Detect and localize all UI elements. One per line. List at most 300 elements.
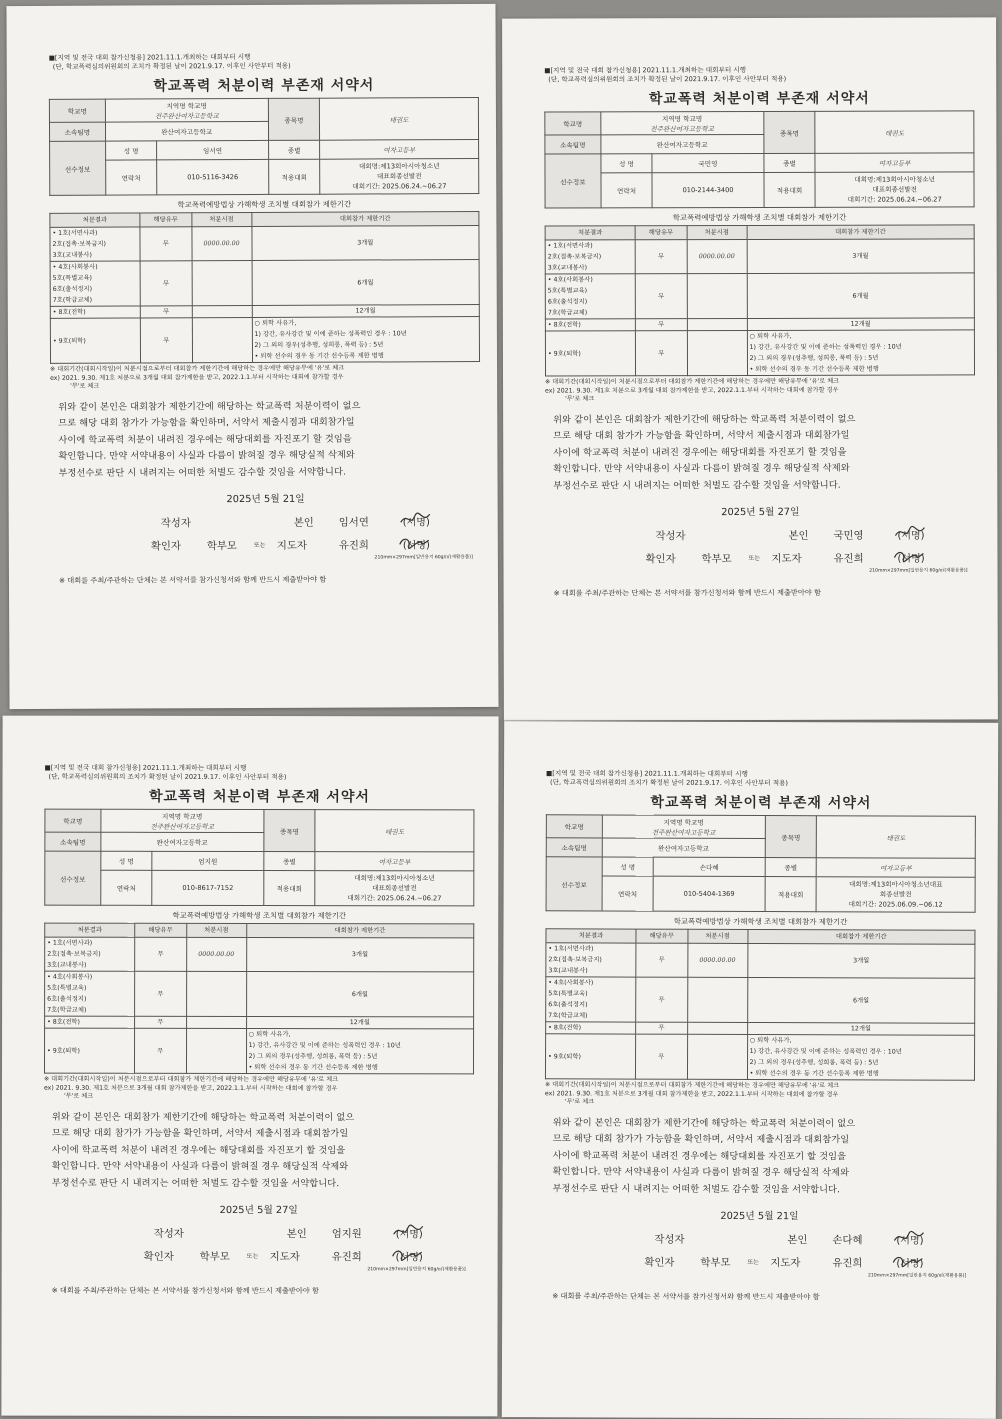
penalty-type-cell [44,1028,134,1073]
contact-label: 연락처 [101,870,153,905]
penalty-row [545,318,974,331]
competition-label: 적용대회 [765,877,817,912]
penalty-type-line: 2호(접촉·보복금지) [547,253,602,261]
penalty-type-line: • 4호(사회봉사) [548,979,594,987]
applicable-check-cell: 무 [635,319,687,331]
coach-label: 지도자 [771,552,802,565]
penalty-limit-cell [747,239,974,274]
penalty-type-line: 6호(출석정지) [52,285,93,293]
writer-label: 작성자 [160,517,191,530]
coach-label: 지도자 [276,539,307,552]
penalty-header-cell: 해당유무 [636,929,688,943]
signature-mark [893,524,927,542]
disposal-time-cell [186,1016,246,1028]
writer-sign-row [544,1230,974,1246]
applicable-check-cell: 무 [135,1028,187,1073]
sport-label: 종목명 [764,111,816,153]
category-label: 종별 [264,852,316,871]
or-label: 또는 [246,1252,259,1261]
penalty-type-line: 3호(교내봉사) [52,251,92,259]
team-label: 소속팀명 [45,832,101,851]
penalty-type-line: • 9호(퇴학) [548,1052,581,1060]
penalty-limit-line: 1) 강간, 유사강간 및 이에 준하는 성폭력인 경우 : 10년 [254,330,407,338]
sign-placeholder: (서명) [897,553,925,565]
penalty-type-line: 7호(학급교체) [547,309,588,317]
penalty-row [545,1034,974,1080]
pledge-line: 사이에 학교폭력 처분이 내려진 경우에는 해당대회를 자진포기 할 것임을 [58,433,352,446]
form-header-subnote: (단, 학교폭력심의위원회의 조치가 확정된 날이 2021.9.17. 이후인 사안부터 적용) [48,772,287,782]
student-info-table [49,97,479,196]
penalty-header-row [545,225,974,240]
penalty-limit-cell [747,330,975,376]
competition-line: 대표회종선발전 [372,884,417,893]
penalty-limit-line: • 퇴학 선수의 경우 동 기간 선수등록 제한 병행 [749,1069,879,1078]
disposal-time-cell: 0000.00.00 [191,227,251,261]
category-value: 여자고등부 [320,140,479,160]
pledge-line: 사이에 학교폭력 처분이 내려진 경우에는 해당대회를 자진포기 할 것임을 [552,1149,847,1162]
pledge-text [545,411,975,495]
name-label: 성 명 [101,851,153,870]
pledge-line: 므로 해당 대회 참가가 가능함을 확인하며, 서약서 제출시점과 대회참가일 [553,429,850,442]
school-prefix: 지역명 학교명 [162,812,203,821]
penalty-type-line: 3호(교내봉사) [547,264,588,272]
confirmer-sign-row [545,549,975,564]
penalty-type-line: 6호(출석정지) [547,298,588,306]
disposal-time-cell [687,1034,747,1079]
penalty-header-cell: 처분결과 [546,929,636,943]
school-prefix: 지역명 학교명 [661,115,703,124]
category-value: 여자고등부 [815,153,974,172]
note-line: ex) 2021. 9.30. 제1호 처분으로 3개월 대회 참가제한을 받고, 2022.1.1.부터 시작하는 대회에 참가할 경우 [50,373,344,382]
form-footer: ※ 대회를 주최/주관하는 단체는 본 서약서를 참가신청서와 함께 반드시 제출받아야 함 [58,574,327,585]
guardian-label: 학부모 [199,1250,230,1263]
school-name: 전주완산여자고등학교 [650,125,714,134]
penalty-table [545,928,976,1081]
penalty-limit-cell [747,273,975,319]
penalty-type-cell [50,306,140,318]
disposal-time-cell [186,971,246,1016]
penalty-type-line: 6호(출석정지) [548,1001,588,1009]
competition-value [816,877,975,913]
school-value-cell [101,809,264,832]
sport-value: 태권도 [815,111,974,153]
school-name: 전주완산여자고등학교 [150,822,215,831]
category-label: 종별 [765,858,817,877]
pledge-line: 사이에 학교폭력 처분이 내려진 경우에는 해당대회를 자진포기 할 것임을 [553,446,847,459]
penalty-limit-line: 2) 그 외의 경우(성추행, 성희롱, 폭력 등) : 5년 [254,341,384,349]
name-value: 엄지원 [152,851,264,870]
penalty-limit-line: 3개월 [351,951,369,959]
form-title: 학교폭력 처분이력 부존재 서약서 [153,77,375,95]
penalty-type-cell [545,1034,635,1079]
penalty-type-cell [545,319,635,331]
sign-placeholder: (서명) [402,517,430,529]
disposal-time-cell [687,319,747,331]
confirmer-sign-row [51,536,481,552]
penalty-type-cell [50,318,140,363]
team-label: 소속팀명 [545,135,601,154]
penalty-limit-line: ○ 퇴학 사유가, [749,1036,792,1045]
penalty-limit-cell [252,260,480,306]
form-footer: ※ 대회를 주최/주관하는 단체는 본 서약서를 참가신청서와 함께 반드시 제출받아야 함 [553,587,821,598]
sign-placeholder: (서명) [395,1229,423,1241]
penalty-limit-cell [246,1016,473,1028]
penalty-type-line: • 8호(전학) [52,308,86,316]
penalty-limit-line: 3개월 [852,252,869,260]
penalty-row [45,937,474,972]
table-note [50,364,480,391]
student-info-table [546,814,976,913]
sport-label: 종목명 [268,98,320,140]
form-footer: ※ 대회를 주최/주관하는 단체는 본 서약서를 참가신청서와 함께 반드시 제출받아야 함 [552,1291,820,1302]
competition-line: 회종선발전 [879,890,912,899]
self-label: 본인 [788,529,809,542]
note-line: ex) 2021. 9.30. 제1호 처분으로 3개월 대회 참가제한을 받고, 2022.1.1.부터 시작하는 대회에 참가할 경우 [544,1089,839,1098]
penalty-header-cell: 대회참가 제한기간 [748,929,975,944]
name-value: 손다혜 [653,857,765,876]
coach-name: 유진희 [338,539,369,552]
sport-value: 태권도 [320,98,479,141]
penalty-limit-cell [747,1022,974,1035]
penalty-limit-line: • 퇴학 선수의 경우 동 기간 선수등록 제한 병행 [254,352,384,360]
writer-sign-row [545,526,975,541]
penalty-row [546,977,975,1023]
confirmer-label: 확인자 [644,1256,675,1269]
pledge-line: 므로 해당 대회 참가가 가능함을 확인하며, 서약서 제출시점과 대회참가일 [51,1127,349,1140]
coach-name: 유진희 [833,552,864,565]
penalty-type-cell [45,1016,135,1028]
applicable-check-cell: 무 [140,318,192,363]
penalty-type-cell [546,943,636,977]
penalty-limit-line: 3개월 [357,239,374,247]
school-value-cell [105,98,268,122]
penalty-type-line: 5호(특별교육) [47,984,87,992]
category-value: 여자고등부 [816,858,975,878]
penalty-type-cell [545,240,635,274]
pledge-text [44,1109,474,1192]
form-content [44,764,475,1297]
penalty-type-line: 5호(특별교육) [548,990,588,998]
pledge-date: 2025년 5월 21일 [720,1210,799,1223]
team-value: 완산여자고등학교 [105,121,268,141]
form-header-subnote: (단, 학교폭력심의위원회의 조치가 확정된 날이 2021.9.17. 이후인 사안부터 적용) [52,61,291,71]
applicable-check-cell: 무 [635,331,687,376]
penalty-type-cell [545,331,635,376]
contact-label: 연락처 [105,160,157,195]
penalty-type-line: 7호(학급교체) [47,1006,87,1014]
pledge-form-sheet [502,17,998,720]
penalty-type-cell [50,227,140,261]
signature-mark [397,534,431,552]
name-value: 국민영 [652,153,764,172]
or-label: 또는 [253,541,266,549]
disposal-time-cell [192,318,252,363]
signature-mark [892,1228,926,1246]
applicable-check-cell: 무 [135,971,187,1016]
paper-spec: 210mm×297mm[일반용지 60g/㎡(재활용품)] [867,1273,967,1279]
contact-label: 연락처 [602,876,654,911]
competition-value [815,172,974,207]
competition-line: 대회기간: 2025.06.24.~06.27 [847,195,942,204]
player-info-label: 선수정보 [50,141,106,195]
pledge-line: 위와 같이 본인은 대회참가 제한기간에 해당하는 학교폭력 처분이력이 없으 [58,400,361,413]
sign-placeholder: (서명) [402,540,430,552]
pledge-line: 위와 같이 본인은 대회참가 제한기간에 해당하는 학교폭력 처분이력이 없으 [51,1111,355,1123]
penalty-type-line: 2호(접촉·보복금지) [47,950,101,958]
name-label: 성 명 [105,141,157,160]
penalty-row [545,239,974,274]
penalty-type-line: 3호(교내봉사) [47,961,87,969]
team-label: 소속팀명 [49,122,105,141]
signature-mark [890,1252,924,1270]
writer-label: 작성자 [654,1233,685,1246]
pledge-date: 2025년 5월 27일 [721,506,800,519]
sign-placeholder: (서명) [897,530,925,542]
form-content [544,65,975,598]
penalty-row [50,317,479,364]
writer-name: 엄지원 [331,1228,362,1241]
player-info-label: 선수정보 [45,851,101,905]
name-label: 성 명 [601,154,653,173]
form-header-note: ■[지역 및 전국 대회 참가신청용] 2021.11.1.개최하는 대회부터 시행 [44,763,247,772]
pledge-line: 확인합니다. 만약 서약내용이 사실과 다름이 밝혀질 경우 해당실적 삭제와 [553,462,850,475]
form-footer: ※ 대회를 주최/주관하는 단체는 본 서약서를 참가신청서와 함께 반드시 제출받아야 함 [51,1285,319,1296]
pledge-line: 확인합니다. 만약 서약내용이 사실과 다름이 밝혀질 경우 해당실적 삭제와 [552,1166,850,1179]
sign-placeholder: (서명) [896,1258,924,1270]
note-line: ex) 2021. 9.30. 제1호 처분으로 3개월 대회 참가제한을 받고, 2022.1.1.부터 시작하는 대회에 참가할 경우 [43,1084,338,1092]
disposal-time-cell [186,1028,246,1073]
team-label: 소속팀명 [546,838,602,857]
penalty-header-cell: 대회참가 제한기간 [246,923,473,937]
school-name: 전주완산여자고등학교 [651,828,716,837]
penalty-type-line: • 4호(사회봉사) [547,276,593,284]
writer-name: 국민영 [833,529,864,542]
penalty-limit-line: ○ 퇴학 사유가, [248,1030,291,1039]
penalty-type-line: • 4호(사회봉사) [52,263,98,271]
competition-line: 대회명:제13회아시아청소년 [354,874,435,883]
penalty-type-line: 7호(학급교체) [548,1012,588,1020]
penalty-header-cell: 해당유무 [140,213,192,227]
note-line: ※ 대회기간(대회시작일)이 처분시점으로부터 대회참가 제한기간에 해당하는 경우에만 해당유무에 '유'로 체크 [544,1081,840,1090]
disposal-time-cell [687,977,747,1022]
form-header-note: ■[지역 및 전국 대회 참가신청용] 2021.11.1.개최하는 대회부터 시행 [546,769,748,778]
pledge-date: 2025년 5월 21일 [226,493,305,506]
disposal-time-cell [192,306,252,318]
table-note [545,1081,975,1108]
penalty-type-cell [45,937,135,971]
sport-value: 태권도 [816,816,975,859]
signature-mark [891,548,925,566]
note-line: '무'로 체크 [564,1098,595,1106]
pledge-line: 므로 해당 대회 참가가 가능함을 확인하며, 서약서 제출시점과 대회참가일 [58,416,355,429]
sport-value: 태권도 [315,810,474,852]
penalty-type-line: 3호(교내봉사) [548,967,588,975]
penalty-limit-cell [747,977,975,1023]
penalty-type-cell [546,977,636,1022]
category-label: 종별 [764,153,816,172]
student-info-table [44,809,474,907]
category-label: 종별 [268,140,320,159]
sport-label: 종목명 [765,816,817,858]
form-header-note: ■[지역 및 전국 대회 참가신청용] 2021.11.1.개최하는 대회부터 시행 [544,66,747,75]
guardian-label: 학부모 [701,553,732,566]
penalty-type-cell [546,1022,636,1034]
applicable-check-cell: 무 [635,274,687,319]
note-line: ※ 대회기간(대회시작일)이 처분시점으로부터 대회참가 제한기간에 해당하는 경우에만 해당유무에 '유'로 체크 [43,1075,339,1084]
penalty-limit-line: 12개월 [850,320,871,328]
note-line: ※ 대회기간(대회시작일)이 처분시점으로부터 대회참가 제한기간에 해당하는 경우에만 해당유무에 '유'로 체크 [545,377,840,386]
penalty-subtitle: 학교폭력예방법상 가해학생 조치별 대회참가 제한기간 [673,916,848,927]
coach-name: 유진희 [331,1251,362,1264]
penalty-type-cell [45,971,135,1016]
penalty-header-cell: 대회참가 제한기간 [747,225,974,240]
penalty-limit-line: 6개월 [357,278,374,287]
or-label: 또는 [747,1258,759,1267]
sign-placeholder: (서명) [896,1235,924,1247]
writer-sign-row [44,1225,474,1240]
applicable-check-cell: 무 [636,1034,688,1079]
penalty-type-line: • 8호(전학) [47,1018,80,1026]
penalty-header-cell: 처분결과 [545,226,635,240]
competition-line: 대회명:제13회아시아청소년 [358,162,440,171]
paper-spec: 210mm×297mm[일반용지 60g/㎡(재활용품)] [869,568,968,574]
competition-line: 대회명:제13회아시아청소년대표 [849,880,943,889]
competition-line: 대회기간: 2025.06.24.~06.27 [347,894,442,903]
applicable-check-cell: 무 [140,306,192,318]
signature-mark [399,510,433,528]
penalty-type-line: 5호(특별교육) [547,287,588,295]
penalty-limit-line: 2) 그 외의 경우(성추행, 성희롱, 폭력 등) : 5년 [749,1058,879,1067]
penalty-type-line: • 9호(퇴학) [47,1047,80,1055]
coach-name: 유진희 [832,1257,863,1270]
self-label: 본인 [286,1228,307,1241]
competition-label: 적용대회 [764,172,816,207]
table-note [545,377,975,404]
penalty-limit-line: ○ 퇴학 사유가, [254,319,297,327]
team-value: 완산여자고등학교 [602,838,765,858]
penalty-limit-line: • 퇴학 선수의 경우 동 기간 선수등록 제한 병행 [749,365,879,374]
penalty-subtitle: 학교폭력예방법상 가해학생 조치별 대회참가 제한기간 [672,212,847,223]
penalty-limit-line: 6개월 [852,996,870,1004]
penalty-header-cell: 처분시점 [186,923,246,937]
form-header-note: ■[지역 및 전국 대회 참가신청용] 2021.11.1.개최하는 대회부터 시행 [48,53,251,62]
penalty-limit-line: 6개월 [351,990,369,998]
applicable-check-cell: 무 [636,1022,688,1034]
coach-label: 지도자 [770,1257,801,1270]
competition-line: 대표회종선발전 [872,185,917,194]
pledge-text [50,398,480,482]
form-title: 학교폭력 처분이력 부존재 서약서 [148,788,370,806]
penalty-limit-line: • 퇴학 선수의 경우 동 기간 선수등록 제한 병행 [248,1063,378,1072]
penalty-type-line: • 8호(전학) [548,1024,582,1032]
sign-placeholder: (서명) [395,1252,423,1264]
penalty-header-cell: 처분시점 [687,226,747,240]
penalty-limit-line: 6개월 [852,292,869,300]
coach-label: 지도자 [269,1251,300,1264]
applicable-check-cell: 무 [135,937,187,971]
pledge-line: 부정선수로 판단 시 내려지는 어떠한 처벌도 감수할 것임을 서약합니다. [553,479,841,492]
penalty-type-line: • 1호(서면사과) [47,939,93,947]
school-label: 학교명 [546,815,602,838]
disposal-time-cell [687,1022,747,1034]
penalty-type-line: • 1호(서면사과) [548,945,594,953]
penalty-subtitle: 학교폭력예방법상 가해학생 조치별 대회참가 제한기간 [177,199,352,210]
penalty-limit-line: 1) 강간, 유사강간 및 이에 준하는 성폭력인 경우 : 10년 [749,1047,902,1056]
school-prefix: 지역명 학교명 [166,102,207,111]
penalty-limit-line: 2) 그 외의 경우(성추행, 성희롱, 폭력 등) : 5년 [248,1052,378,1061]
guardian-label: 학부모 [700,1256,731,1269]
penalty-table [545,224,975,376]
penalty-header-cell: 해당유무 [635,226,687,240]
student-info-table [544,110,974,208]
applicable-check-cell: 무 [636,977,688,1022]
penalty-row [545,273,974,319]
form-title: 학교폭력 처분이력 부존재 서약서 [648,90,870,108]
contact-value: 010-5116-3426 [157,159,269,194]
pledge-line: 사이에 학교폭력 처분이 내려진 경우에는 해당대회를 자진포기 할 것임을 [51,1144,346,1156]
penalty-type-line: • 8호(전학) [547,321,581,329]
penalty-limit-line: 2) 그 외의 경우(성추행, 성희롱, 폭력 등) : 5년 [749,354,879,363]
penalty-header-cell: 해당유무 [135,923,186,937]
penalty-type-line: 2호(접촉·보복금지) [52,240,107,248]
contact-value: 010-2144-3400 [652,172,764,207]
competition-line: 대회명:제13회아시아청소년 [854,175,935,184]
penalty-row [44,1028,473,1074]
confirmer-sign-row [544,1253,974,1269]
or-label: 또는 [748,554,761,563]
form-content [49,52,481,586]
competition-line: 대회기간: 2025.06.24.~06.27 [352,182,447,191]
disposal-time-cell [687,331,747,376]
penalty-limit-line: 1) 강간, 유사강간 및 이에 준하는 성폭력인 경우 : 10년 [749,343,902,352]
contact-label: 연락처 [601,173,653,208]
school-label: 학교명 [49,99,105,122]
writer-name: 임서연 [338,516,369,529]
penalty-row [45,971,474,1017]
penalty-type-line: • 4호(사회봉사) [47,973,93,981]
form-title: 학교폭력 처분이력 부존재 서약서 [650,794,872,812]
applicable-check-cell: 무 [635,240,687,274]
penalty-subtitle: 학교폭력예방법상 가해학생 조치별 대회참가 제한기간 [172,910,347,921]
writer-sign-row [51,513,481,529]
penalty-limit-cell [252,305,479,318]
signature-mark [390,1246,424,1264]
penalty-row [545,330,974,376]
penalty-header-cell: 처분시점 [191,213,251,227]
team-value: 완산여자고등학교 [101,832,264,851]
penalty-limit-line: 12개월 [850,1025,872,1033]
guardian-label: 학부모 [206,540,237,553]
school-label: 학교명 [545,112,601,135]
penalty-table [49,211,480,364]
writer-label: 작성자 [153,1227,184,1240]
penalty-header-cell: 처분결과 [50,213,140,227]
penalty-row [50,226,479,262]
competition-label: 적용대회 [264,871,316,906]
note-line: '무'로 체크 [63,1092,94,1100]
penalty-header-cell: 처분결과 [45,923,135,937]
penalty-type-line: 5호(특별교육) [52,274,93,282]
pledge-line: 확인합니다. 만약 서약내용이 사실과 다름이 밝혀질 경우 해당실적 삭제와 [51,1160,349,1173]
penalty-limit-cell [252,317,480,363]
paper-spec: 210mm×297mm[일반용지 60g/㎡(재활용품)] [367,1267,466,1273]
name-label: 성 명 [602,857,654,876]
note-line: ex) 2021. 9.30. 제1호 처분으로 3개월 대회 참가제한을 받고, 2022.1.1.부터 시작하는 대회에 참가할 경우 [545,386,839,395]
applicable-check-cell: 무 [140,261,192,306]
table-note [44,1076,474,1102]
penalty-limit-cell [252,226,480,261]
pledge-form-sheet [502,721,998,1419]
